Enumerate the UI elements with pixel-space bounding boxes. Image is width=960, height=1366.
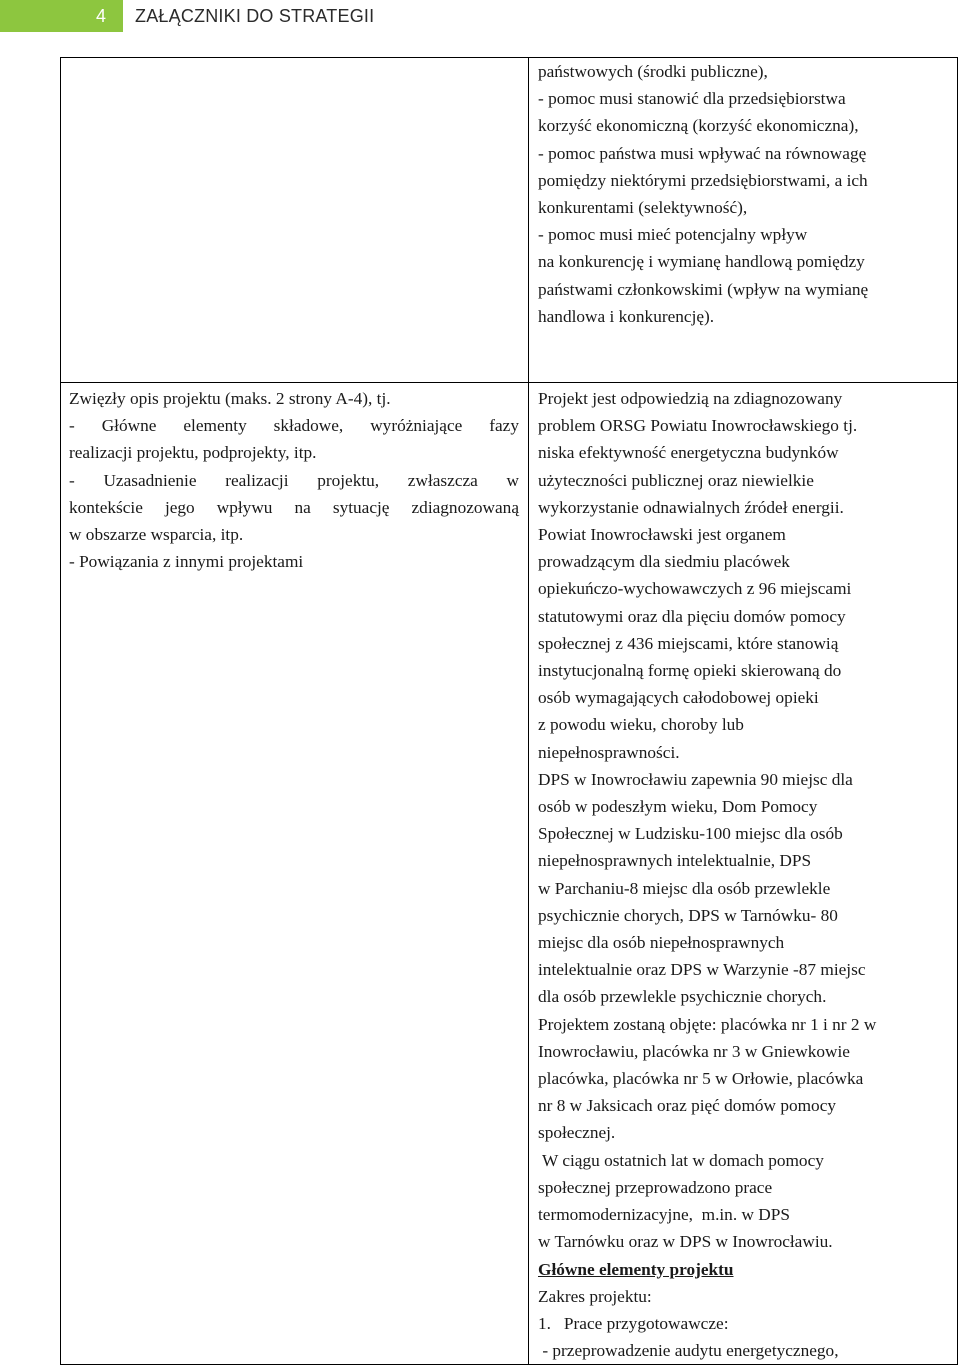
text-line: handlowa i konkurencję). xyxy=(538,306,715,326)
text-line: pomiędzy niektórymi przedsiębiorstwami, a ich xyxy=(538,170,868,190)
text-line: użyteczności publicznej oraz niewielkie xyxy=(538,470,814,490)
text-line: problem ORSG Powiatu Inowrocławskiego tj. xyxy=(538,416,858,436)
text-line: państwami członkowskimi (wpływ na wymianę xyxy=(538,279,869,299)
text-line: instytucjonalną formę opieki skierowaną do xyxy=(538,661,842,681)
text-line: konkurentami (selektywność), xyxy=(538,198,748,218)
text-line: korzyść ekonomiczną (korzyść ekonomiczna), xyxy=(538,116,859,136)
text-line: niepełnosprawnych intelektualnie, DPS xyxy=(538,851,812,871)
text-line: niska efektywność energetyczna budynków xyxy=(538,443,839,463)
text-line: Powiat Inowrocławski jest organem xyxy=(538,525,786,545)
page-header xyxy=(0,0,960,32)
text-line: placówka, placówka nr 5 w Orłowie, placówka xyxy=(538,1069,864,1089)
text-line: na konkurencję i wymianę handlową pomiędzy xyxy=(538,252,865,272)
text-line: - pomoc musi mieć potencjalny wpływ xyxy=(538,225,808,245)
page-number: 4 xyxy=(0,0,123,32)
text-line: Zwięzły opis projektu (maks. 2 strony A-4), tj. xyxy=(69,389,391,408)
text-line: nr 8 w Jaksicach oraz pięć domów pomocy xyxy=(538,1096,837,1116)
text-line: W ciągu ostatnich lat w domach pomocy xyxy=(538,1150,824,1170)
text-line: Społecznej w Ludzisku-100 miejsc dla osób xyxy=(538,824,843,844)
text-line: osób w podeszłym wieku, Dom Pomocy xyxy=(538,797,818,817)
section-heading xyxy=(538,1256,956,1283)
text-line: - pomoc musi stanowić dla przedsiębiorstwa xyxy=(538,89,846,109)
text-line: społecznej przeprowadzono prace xyxy=(538,1177,773,1197)
text-line: opiekuńczo-wychowawczych z 96 miejscami xyxy=(538,579,852,599)
text-line: niepełnosprawności. xyxy=(538,742,680,762)
text-line: w obszarze wsparcia, itp. xyxy=(69,525,244,545)
text-line: społecznej z 436 miejscami, które stanowią xyxy=(538,633,839,653)
text-line: Projektem zostaną objęte: placówka nr 1 i nr 2 w xyxy=(538,1014,877,1034)
list-item: 1. Prace przygotowawcze: xyxy=(538,1313,729,1333)
table-border-left xyxy=(60,57,61,1365)
text-line: w Tarnówku oraz w DPS w Inowrocławiu. xyxy=(538,1232,833,1252)
list-item-sub: - przeprowadzenie audytu energetycznego, xyxy=(538,1341,839,1361)
text-line: - Główne elementy składowe, wyróżniające fazy xyxy=(69,416,519,436)
text-line: termomodernizacyjne, m.in. w DPS xyxy=(538,1205,790,1225)
text-line: państwowych (środki publiczne), xyxy=(538,62,768,81)
text-line: - Powiązania z innymi projektami xyxy=(69,552,304,572)
header-title: ZAŁĄCZNIKI DO STRATEGII xyxy=(135,6,375,26)
text-line: prowadzącym dla siedmiu placówek xyxy=(538,552,790,572)
table-row-divider xyxy=(60,382,958,383)
table-column-divider xyxy=(528,57,529,1365)
text-line: Inowrocławiu, placówka nr 3 w Gniewkowie xyxy=(538,1041,850,1061)
text-line: - pomoc państwa musi wpływać na równowagę xyxy=(538,143,867,163)
text-line: realizacji projektu, podprojekty, itp. xyxy=(69,443,317,463)
row2-right-cell xyxy=(538,385,956,1364)
text-line: statutowymi oraz dla pięciu domów pomocy xyxy=(538,606,846,626)
text-line: kontekście jego wpływu na sytuację zdiagnozowaną xyxy=(69,497,519,517)
text-line: psychicznie chorych, DPS w Tarnówku- 80 xyxy=(538,905,838,925)
text-line: społecznej. xyxy=(538,1123,616,1143)
text-line: miejsc dla osób niepełnosprawnych xyxy=(538,933,785,953)
text-line: - Uzasadnienie realizacji projektu, zwłaszcza w xyxy=(69,470,519,490)
text-line: z powodu wieku, choroby lub xyxy=(538,715,744,735)
text-line: Projekt jest odpowiedzią na zdiagnozowany xyxy=(538,389,843,408)
text-line: intelektualnie oraz DPS w Warzynie -87 miejsc xyxy=(538,960,866,980)
row1-right-cell xyxy=(538,58,956,330)
scope-label: Zakres projektu: xyxy=(538,1286,652,1306)
heading-text: Główne elementy projektu xyxy=(538,1259,734,1279)
text-line: dla osób przewlekle psychicznie chorych. xyxy=(538,987,827,1007)
text-line: wykorzystanie odnawialnych źródeł energii. xyxy=(538,497,844,517)
text-line: DPS w Inowrocławiu zapewnia 90 miejsc dla xyxy=(538,769,853,789)
table-border-right xyxy=(957,57,958,1365)
text-line: osób wymagających całodobowej opieki xyxy=(538,688,819,708)
text-line: w Parchaniu-8 miejsc dla osób przewlekle xyxy=(538,878,831,898)
row2-left-cell xyxy=(69,385,519,575)
